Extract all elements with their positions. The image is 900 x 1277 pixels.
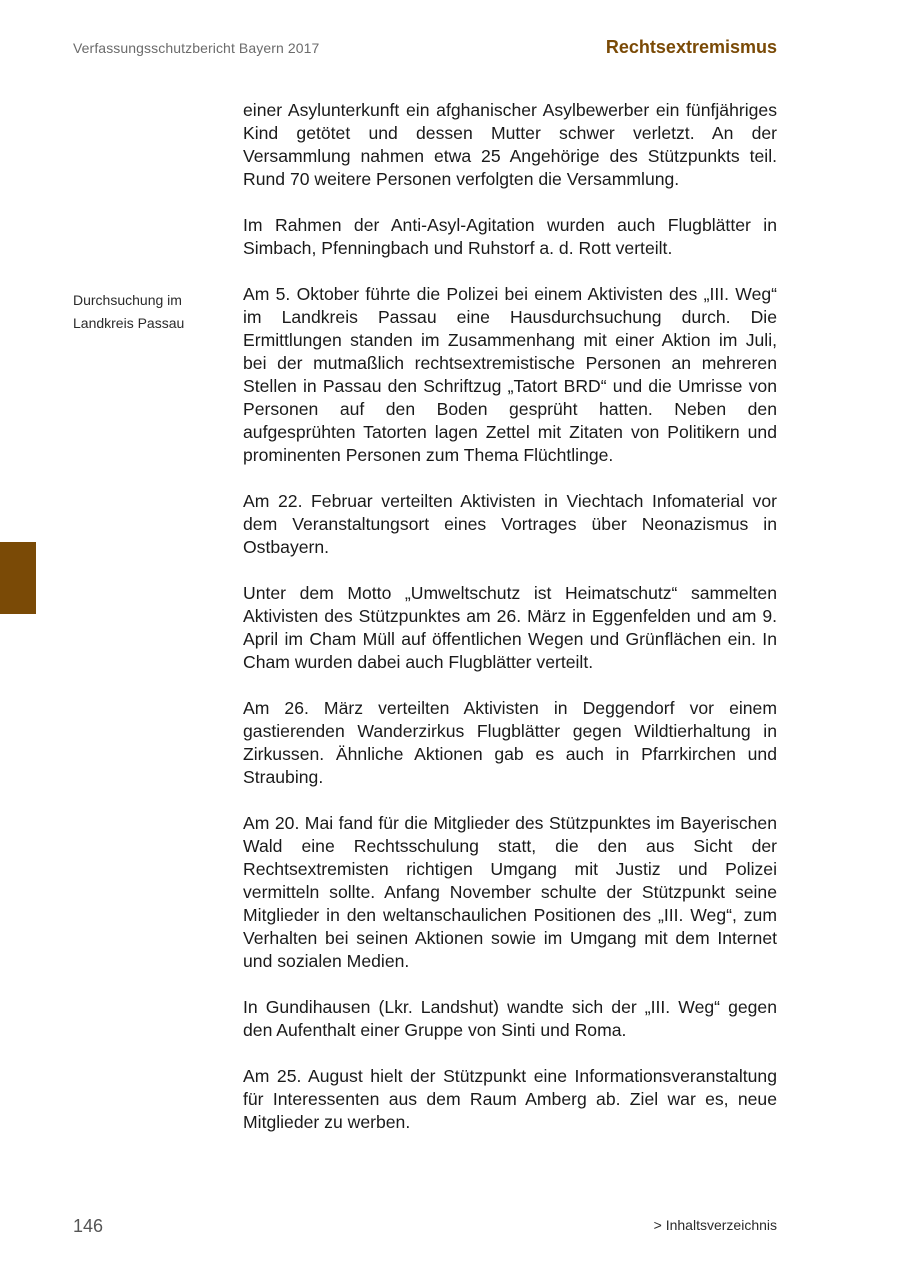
margin-note [73, 289, 223, 335]
paragraph: einer Asylunterkunft ein afghanischer Asylbewerber ein fünfjähriges Kind getötet und dessen Mutter schwer verletzt. An der Versammlung nahmen etwa 25 Angehörige des Stützpunkts teil. Rund 70 weitere Personen verfolgten die Versammlung. [243, 100, 777, 189]
body-text [243, 99, 777, 1157]
running-header-chapter: Rechtsextremismus [605, 37, 777, 57]
paragraph: Am 25. August hielt der Stützpunkt eine Informationsveranstaltung für Interessenten aus dem Raum Amberg ab. Ziel war es, neue Mitglieder zu werben. [243, 1066, 777, 1132]
paragraph: In Gundihausen (Lkr. Landshut) wandte sich der „III. Weg“ gegen den Aufenthalt einer Gruppe von Sinti und Roma. [243, 997, 777, 1040]
margin-note-line2: Landkreis Passau [73, 315, 185, 331]
margin-note-line1: Durchsuchung im [73, 292, 182, 308]
paragraph: Am 22. Februar verteilten Aktivisten in Viechtach Infomaterial vor dem Veranstaltungsort eines Vortrages über Neonazismus in Ostbayern. [243, 491, 777, 557]
paragraph: Im Rahmen der Anti-Asyl-Agitation wurden auch Flugblätter in Simbach, Pfenningbach und Ruhstorf a. d. Rott verteilt. [243, 215, 777, 258]
paragraph: Unter dem Motto „Umweltschutz ist Heimatschutz“ sammelten Aktivisten des Stützpunktes am 26. März in Eggenfelden und am 9. April im Cham Müll auf öffentlichen Wegen und Grünflächen ein. In Cham wurden dabei auch Flugblätter verteilt. [243, 583, 777, 672]
running-header-publication: Verfassungsschutzbericht Bayern 2017 [73, 40, 320, 56]
paragraph: Am 5. Oktober führte die Polizei bei einem Aktivisten des „III. Weg“ im Landkreis Passau eine Hausdurchsuchung durch. Die Ermittlungen standen im Zusammenhang mit einer Aktion im Juli, bei der mutmaßlich rechtsextremistische Personen an mehreren Stellen in Passau den Schriftzug „Tatort BRD“ und die Umrisse von Personen auf den Boden gesprüht hatten. Neben den aufgesprühten Tatorten lagen Zettel mit Zitaten von Politikern und prominenten Personen zum Thema Flüchtlinge. [243, 284, 777, 465]
chapter-side-tab [0, 542, 36, 614]
paragraph: Am 20. Mai fand für die Mitglieder des Stützpunktes im Bayerischen Wald eine Rechtsschulung statt, die den aus Sicht der Rechtsextremisten richtigen Umgang mit Justiz und Polizei vermitteln sollte. Anfang November schulte der Stützpunkt seine Mitglieder in den weltanschaulichen Positionen des „III. Weg“, zum Verhalten bei seinen Aktionen sowie im Umgang mit dem Internet und sozialen Medien. [243, 813, 777, 971]
paragraph: Am 26. März verteilten Aktivisten in Deggendorf vor einem gastierenden Wanderzirkus Flugblätter gegen Wildtierhaltung in Zirkussen. Ähnliche Aktionen gab es auch in Pfarrkirchen und Straubing. [243, 698, 777, 787]
page-number: 146 [73, 1216, 104, 1236]
table-of-contents-link[interactable]: > Inhaltsverzeichnis [653, 1217, 777, 1233]
